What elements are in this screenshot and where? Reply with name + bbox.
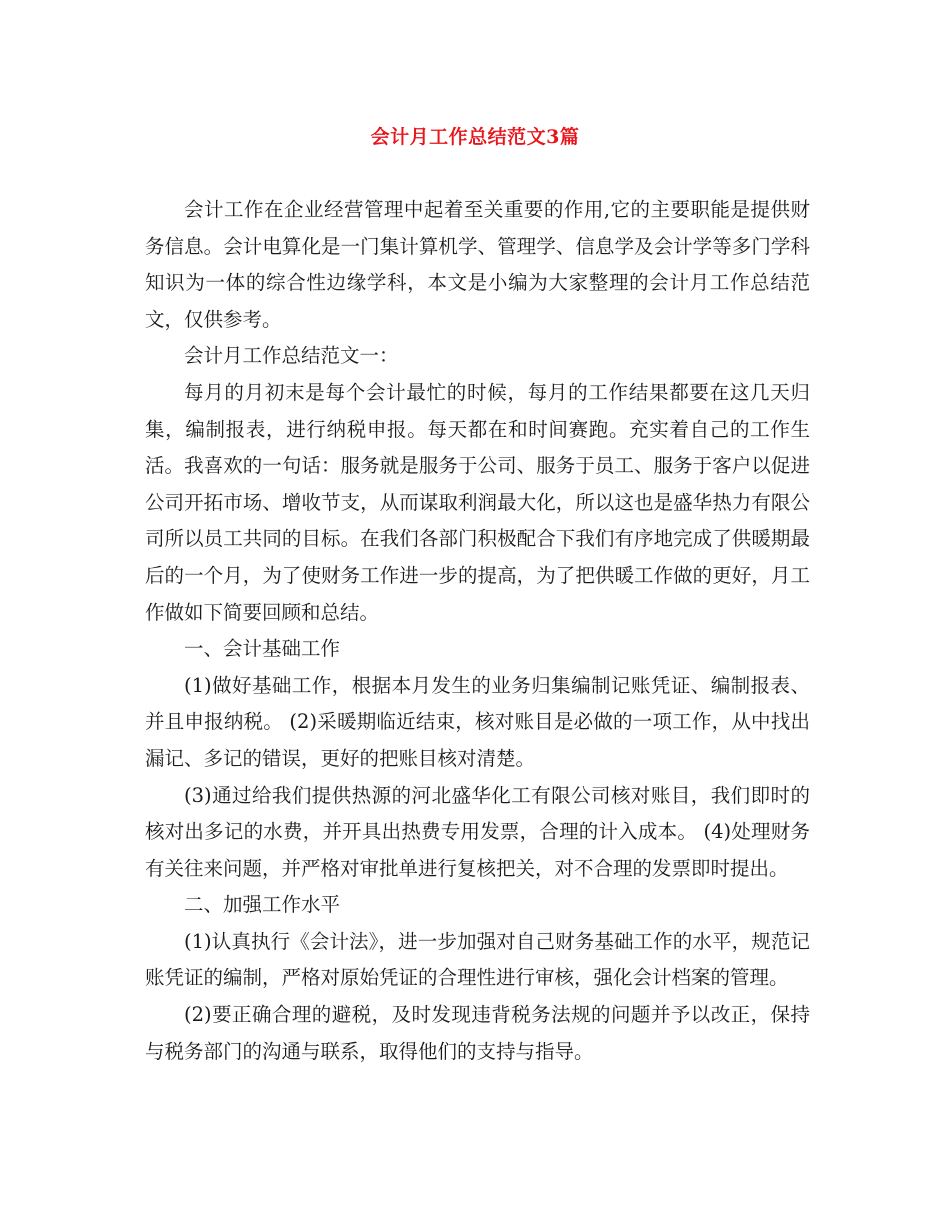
basics-item-3-4: (3)通过给我们提供热源的河北盛华化工有限公司核对账目，我们即时的核对出多记的水费，并开具出热费专用发票，合理的计入成本。 (4)处理财务有关往来问题，并严格对审批单进行复核把关，对不合理的发票即时提出。 [145, 783, 810, 880]
document-body [145, 192, 810, 1070]
improve-item-2: (2)要正确合理的避税，及时发现违背税务法规的问题并予以改正，保持与税务部门的沟通与联系，取得他们的支持与指导。 [145, 1003, 810, 1063]
section-heading-accounting-basics: 一、会计基础工作 [184, 637, 341, 661]
section-heading-improve-work: 二、加强工作水平 [184, 893, 341, 917]
example-one-paragraph: 每月的月初末是每个会计最忙的时候，每月的工作结果都要在这几天归集，编制报表，进行纳税申报。每天都在和时间赛跑。充实着自己的工作生活。我喜欢的一句话：服务就是服务于公司、服务于员工、服务于客户以促进公司开拓市场、增收节支，从而谋取利润最大化，所以这也是盛华热力有限公司所以员工共同的目标。在我们各部门积极配合下我们有序地完成了供暖期最后的一个月，为了使财务工作进一步的提高，为了把供暖工作做的更好，月工作做如下简要回顾和总结。 [145, 380, 810, 624]
intro-paragraph: 会计工作在企业经营管理中起着至关重要的作用,它的主要职能是提供财务信息。会计电算化是一门集计算机学、管理学、信息学及会计学等多门学科知识为一体的综合性边缘学科，本文是小编为大家整理的会计月工作总结范文，仅供参考。 [145, 198, 810, 331]
document-title: 会计月工作总结范文3篇 [370, 126, 580, 148]
improve-item-1: (1)认真执行《会计法》，进一步加强对自己财务基础工作的水平，规范记账凭证的编制，严格对原始凭证的合理性进行审核，强化会计档案的管理。 [145, 929, 810, 990]
section-heading-example-one: 会计月工作总结范文一： [184, 344, 399, 368]
basics-item-1-2: (1)做好基础工作，根据本月发生的业务归集编制记账凭证、编制报表、并且申报纳税。 (2)采暖期临近结束，核对账目是必做的一项工作，从中找出漏记、多记的错误，更好的把账目核对清楚。 [145, 673, 810, 770]
